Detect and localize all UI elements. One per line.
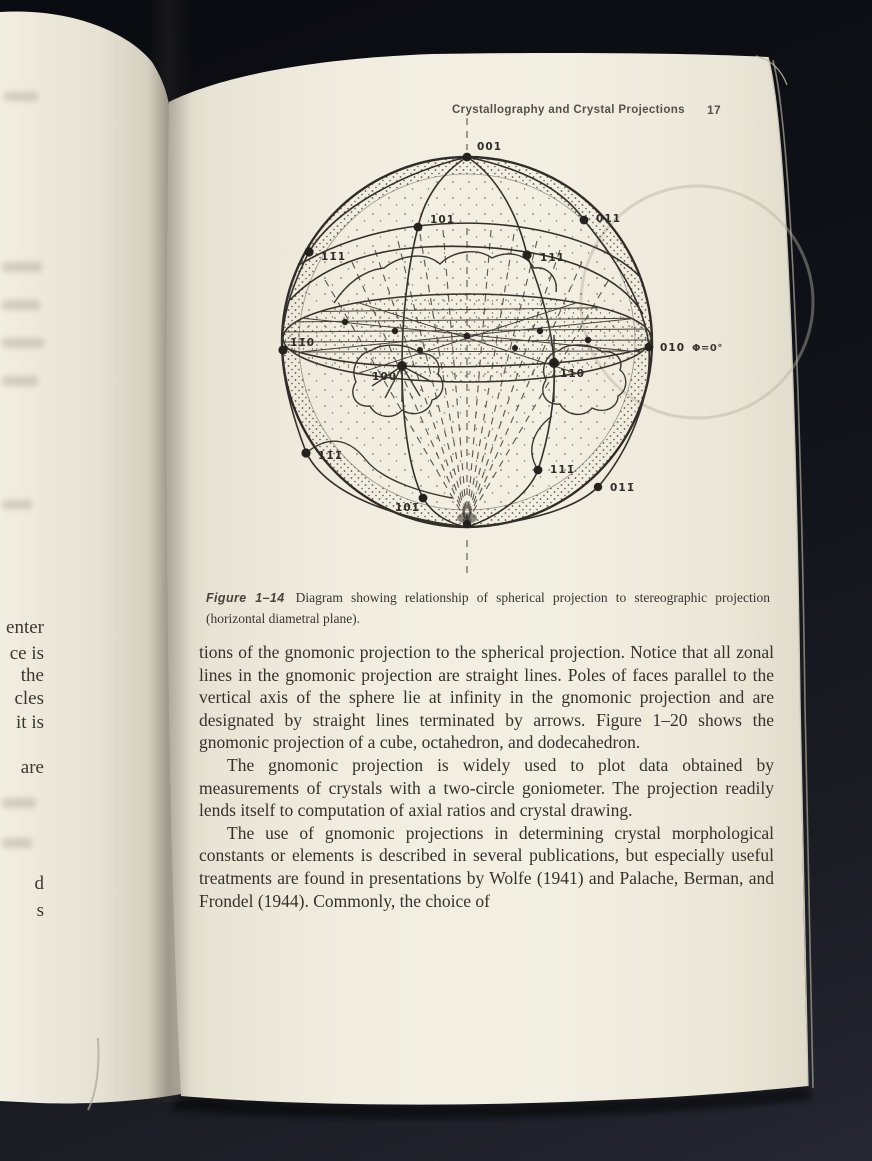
figure-caption-text: Diagram showing relationship of spherical projection to stereographic projection (horizontal diametral plane). xyxy=(206,590,770,627)
gutter-shadow xyxy=(148,0,192,1102)
pole-label-100: 100 xyxy=(372,371,398,383)
pole-label-010: 010 xyxy=(660,342,686,354)
fragment: the xyxy=(20,665,44,686)
pole-label-011b: 011̄ xyxy=(610,482,636,494)
running-header-title: Crystallography and Crystal Projections xyxy=(452,104,685,116)
paragraph: tions of the gnomonic projection to the spherical projection. Notice that all zonal lines in the gnomonic projection are straight lines. Poles of faces parallel to the vertical axis of the sphere lie at infinity in the gnomonic projection and are designated by straight lines terminated by arrows. Figure 1–20 shows the gnomonic projection of a cube, octahedron, and dodecahedron. xyxy=(199,642,774,753)
paragraph: The use of gnomonic projections in determining crystal morphological constants or elements is described in several publications, but especially useful treatments are found in presentations by Wolfe (1941) and Palache, Berman, and Frondel (1944). Commonly, the choice of xyxy=(199,822,774,911)
pole-label-011: 011 xyxy=(596,213,622,225)
body-text xyxy=(199,641,774,912)
pole-label-1b11: 11̄1 xyxy=(321,251,347,263)
fragment: are xyxy=(20,757,44,778)
pole-label-110: 110 xyxy=(560,368,586,380)
pole-label-101: 101 xyxy=(430,214,456,226)
page-number: 17 xyxy=(707,103,722,117)
pole-label-111b: 111̄ xyxy=(550,464,576,476)
facing-page-fragments xyxy=(0,0,47,1161)
pole-label-111: 111 xyxy=(540,252,566,264)
paragraph: The gnomonic projection is widely used to plot data obtained by measurements of crystals with a two-circle goniometer. The projection readily lends itself to computation of axial ratios and crystal drawing. xyxy=(199,754,774,821)
figure-caption-label: Figure 1–14 xyxy=(206,591,285,605)
fragment: it is xyxy=(16,712,44,733)
pole-label-001: 001 xyxy=(477,141,503,153)
pole-label-101b: 101̄ xyxy=(395,502,421,514)
fragment: cles xyxy=(14,688,44,709)
fragment: d xyxy=(34,873,44,894)
fragment: enter xyxy=(6,617,44,638)
pole-label-1b10: 11̄0 xyxy=(290,337,316,349)
fragment: ce is xyxy=(9,643,44,664)
phi-annotation: Φ=0° xyxy=(692,343,723,354)
pole-label-11b1b: 11̄1̄ xyxy=(318,450,344,462)
figure-caption xyxy=(206,587,770,629)
fragment: s xyxy=(36,900,44,921)
